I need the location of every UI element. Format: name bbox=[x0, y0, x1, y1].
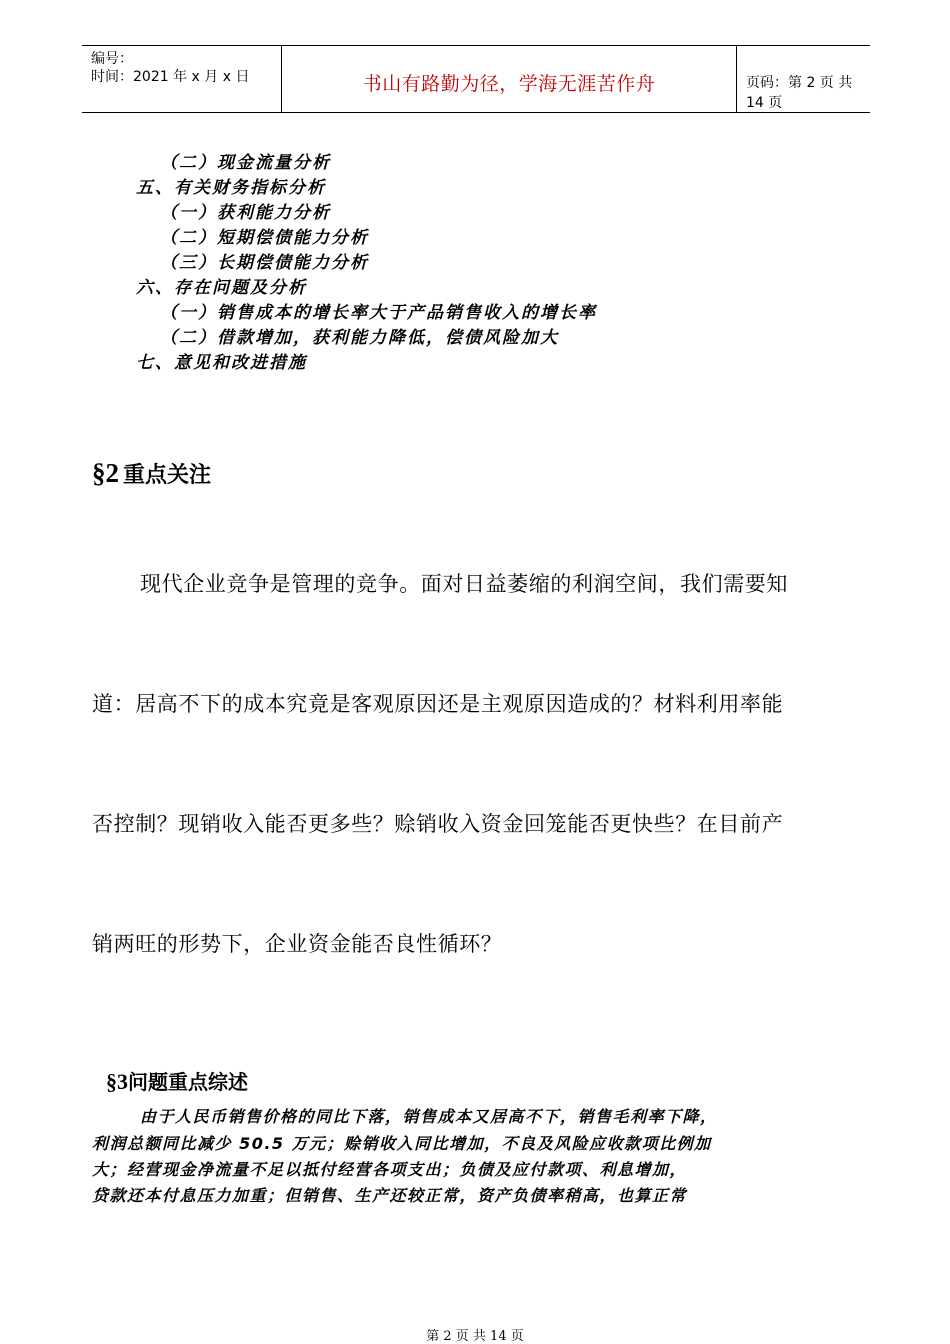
section-title: 重点关注 bbox=[123, 463, 212, 488]
outline-item: （一）销售成本的增长率大于产品销售收入的增长率 bbox=[160, 303, 597, 323]
paragraph-line: 否控制？现销收入能否更多些？赊销收入资金回笼能否更快些？在目前产 bbox=[92, 812, 784, 836]
outline-item: 五、有关财务指标分析 bbox=[136, 178, 326, 198]
paragraph-line: 销两旺的形势下，企业资金能否良性循环？ bbox=[92, 932, 503, 956]
outline-item: （二）借款增加，获利能力降低，偿债风险加大 bbox=[160, 328, 559, 348]
document-date: 时间：2021 年 x 月 x 日 bbox=[91, 69, 250, 85]
paragraph-line: 现代企业竞争是管理的竞争。面对日益萎缩的利润空间，我们需要知 bbox=[140, 572, 788, 596]
header-page-info: 页码：第 2 页 共 14 页 bbox=[746, 75, 853, 111]
outline-item: 七、意见和改进措施 bbox=[136, 353, 307, 373]
page-footer: 第 2 页 共 14 页 bbox=[426, 1329, 524, 1344]
section-3-heading bbox=[106, 1066, 248, 1095]
paragraph-line: 道：居高不下的成本究竟是客观原因还是主观原因造成的？材料利用率能 bbox=[92, 692, 784, 716]
section-symbol: §3 bbox=[106, 1069, 128, 1094]
outline-item: （一）获利能力分析 bbox=[160, 203, 331, 223]
outline-item: 六、存在问题及分析 bbox=[136, 278, 307, 298]
paragraph-line: 大；经营现金净流量不足以抵付经营各项支出；负债及应付款项、利息增加， bbox=[92, 1160, 688, 1179]
header-meta-cell bbox=[82, 46, 282, 112]
document-number-label: 编号： bbox=[91, 51, 133, 67]
section-2-heading bbox=[92, 458, 211, 489]
paragraph-line: 贷款还本付息压力加重；但销售、生产还较正常，资产负债率稍高，也算正常 bbox=[92, 1186, 688, 1205]
section-title: 问题重点综述 bbox=[128, 1070, 248, 1094]
outline-item: （二）现金流量分析 bbox=[160, 153, 331, 173]
paragraph-line: 由于人民币销售价格的同比下落，销售成本又居高不下，销售毛利率下降， bbox=[140, 1107, 718, 1126]
section-symbol: §2 bbox=[92, 458, 119, 488]
outline-item: （三）长期偿债能力分析 bbox=[160, 253, 369, 273]
paragraph-line: 利润总额同比减少 50.5 万元；赊销收入同比增加，不良及风险应收款项比例加 bbox=[92, 1134, 712, 1153]
outline-item: （二）短期偿债能力分析 bbox=[160, 228, 369, 248]
header-motto: 书山有路勤为径，学海无涯苦作舟 bbox=[362, 73, 656, 95]
header-motto-cell bbox=[282, 46, 737, 112]
page-header bbox=[82, 45, 870, 113]
header-page-cell bbox=[737, 46, 870, 112]
